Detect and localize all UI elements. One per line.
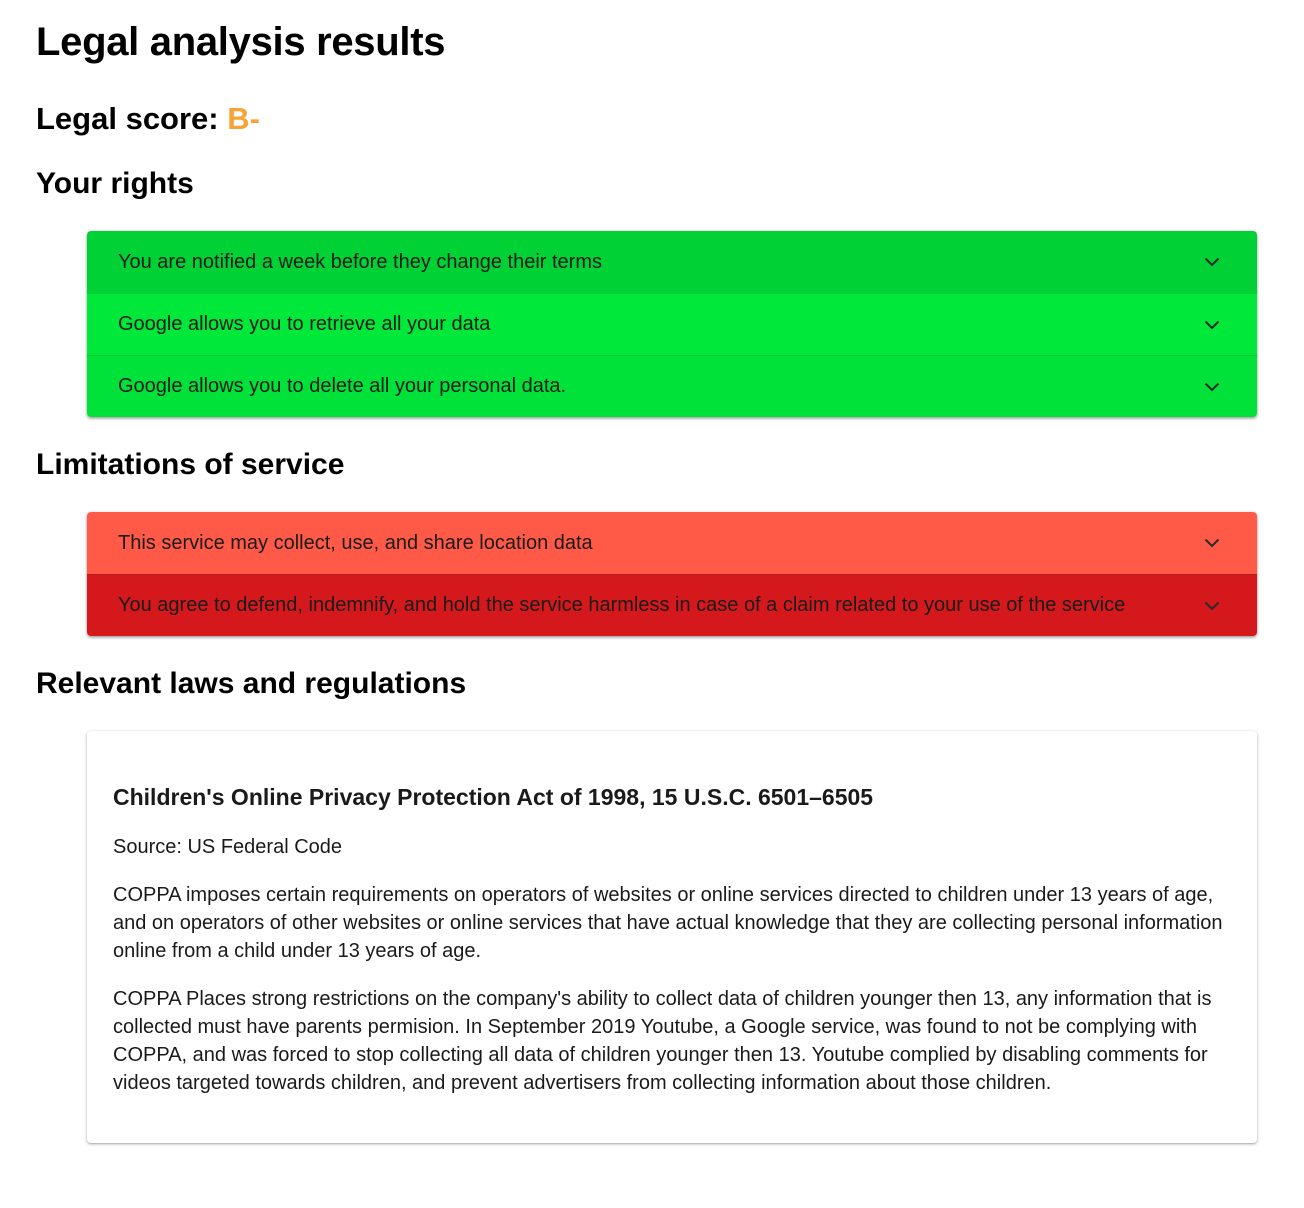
law-paragraph: COPPA imposes certain requirements on operators of websites or online services directed to children under 13 years of age, and on operators of other websites or online services that have actual knowledge that they are collecting personal information online from a child under 13 years of age. [113,884,1223,962]
legal-score [36,100,1268,138]
rights-heading: Your rights [36,167,194,200]
rights-accordion [87,231,1257,417]
rights-item-label: Google allows you to delete all your personal data. [118,375,567,397]
chevron-down-icon[interactable] [1203,378,1221,396]
rights-item[interactable] [87,293,1257,355]
law-title: Children's Online Privacy Protection Act of 1998, 15 U.S.C. 6501–6505 [113,784,874,810]
chevron-down-icon[interactable] [1203,597,1221,615]
chevron-down-icon[interactable] [1203,253,1221,271]
law-card [87,731,1257,1143]
rights-item[interactable] [87,231,1257,293]
rights-item-label: You are notified a week before they change their terms [118,250,603,273]
limitation-item[interactable] [87,574,1257,636]
law-source: Source: US Federal Code [113,836,343,858]
limitations-accordion [87,512,1257,636]
limitation-item-label: This service may collect, use, and share location data [118,531,593,554]
legal-score-grade: B- [227,101,260,136]
limitations-heading: Limitations of service [36,448,345,481]
rights-item-label: Google allows you to retrieve all your data [118,313,491,335]
chevron-down-icon[interactable] [1203,534,1221,552]
legal-score-label: Legal score: [36,101,219,136]
law-paragraph: COPPA Places strong restrictions on the company's ability to collect data of children younger then 13, any information that is collected must have parents permision. In September 2019 Youtube, a Google service, was found to not be complying with COPPA, and was forced to stop collecting all data of children younger then 13. Youtube complied by disabling comments for videos targeted towards children, and prevent advertisers from collecting information about those children. [113,988,1212,1094]
limitation-item-label: You agree to defend, indemnify, and hold the service harmless in case of a claim related to your use of the service [118,594,1126,616]
laws-heading: Relevant laws and regulations [36,667,467,700]
page-title: Legal analysis results [36,20,446,64]
rights-item[interactable] [87,355,1257,417]
chevron-down-icon[interactable] [1203,316,1221,334]
limitation-item[interactable] [87,512,1257,574]
